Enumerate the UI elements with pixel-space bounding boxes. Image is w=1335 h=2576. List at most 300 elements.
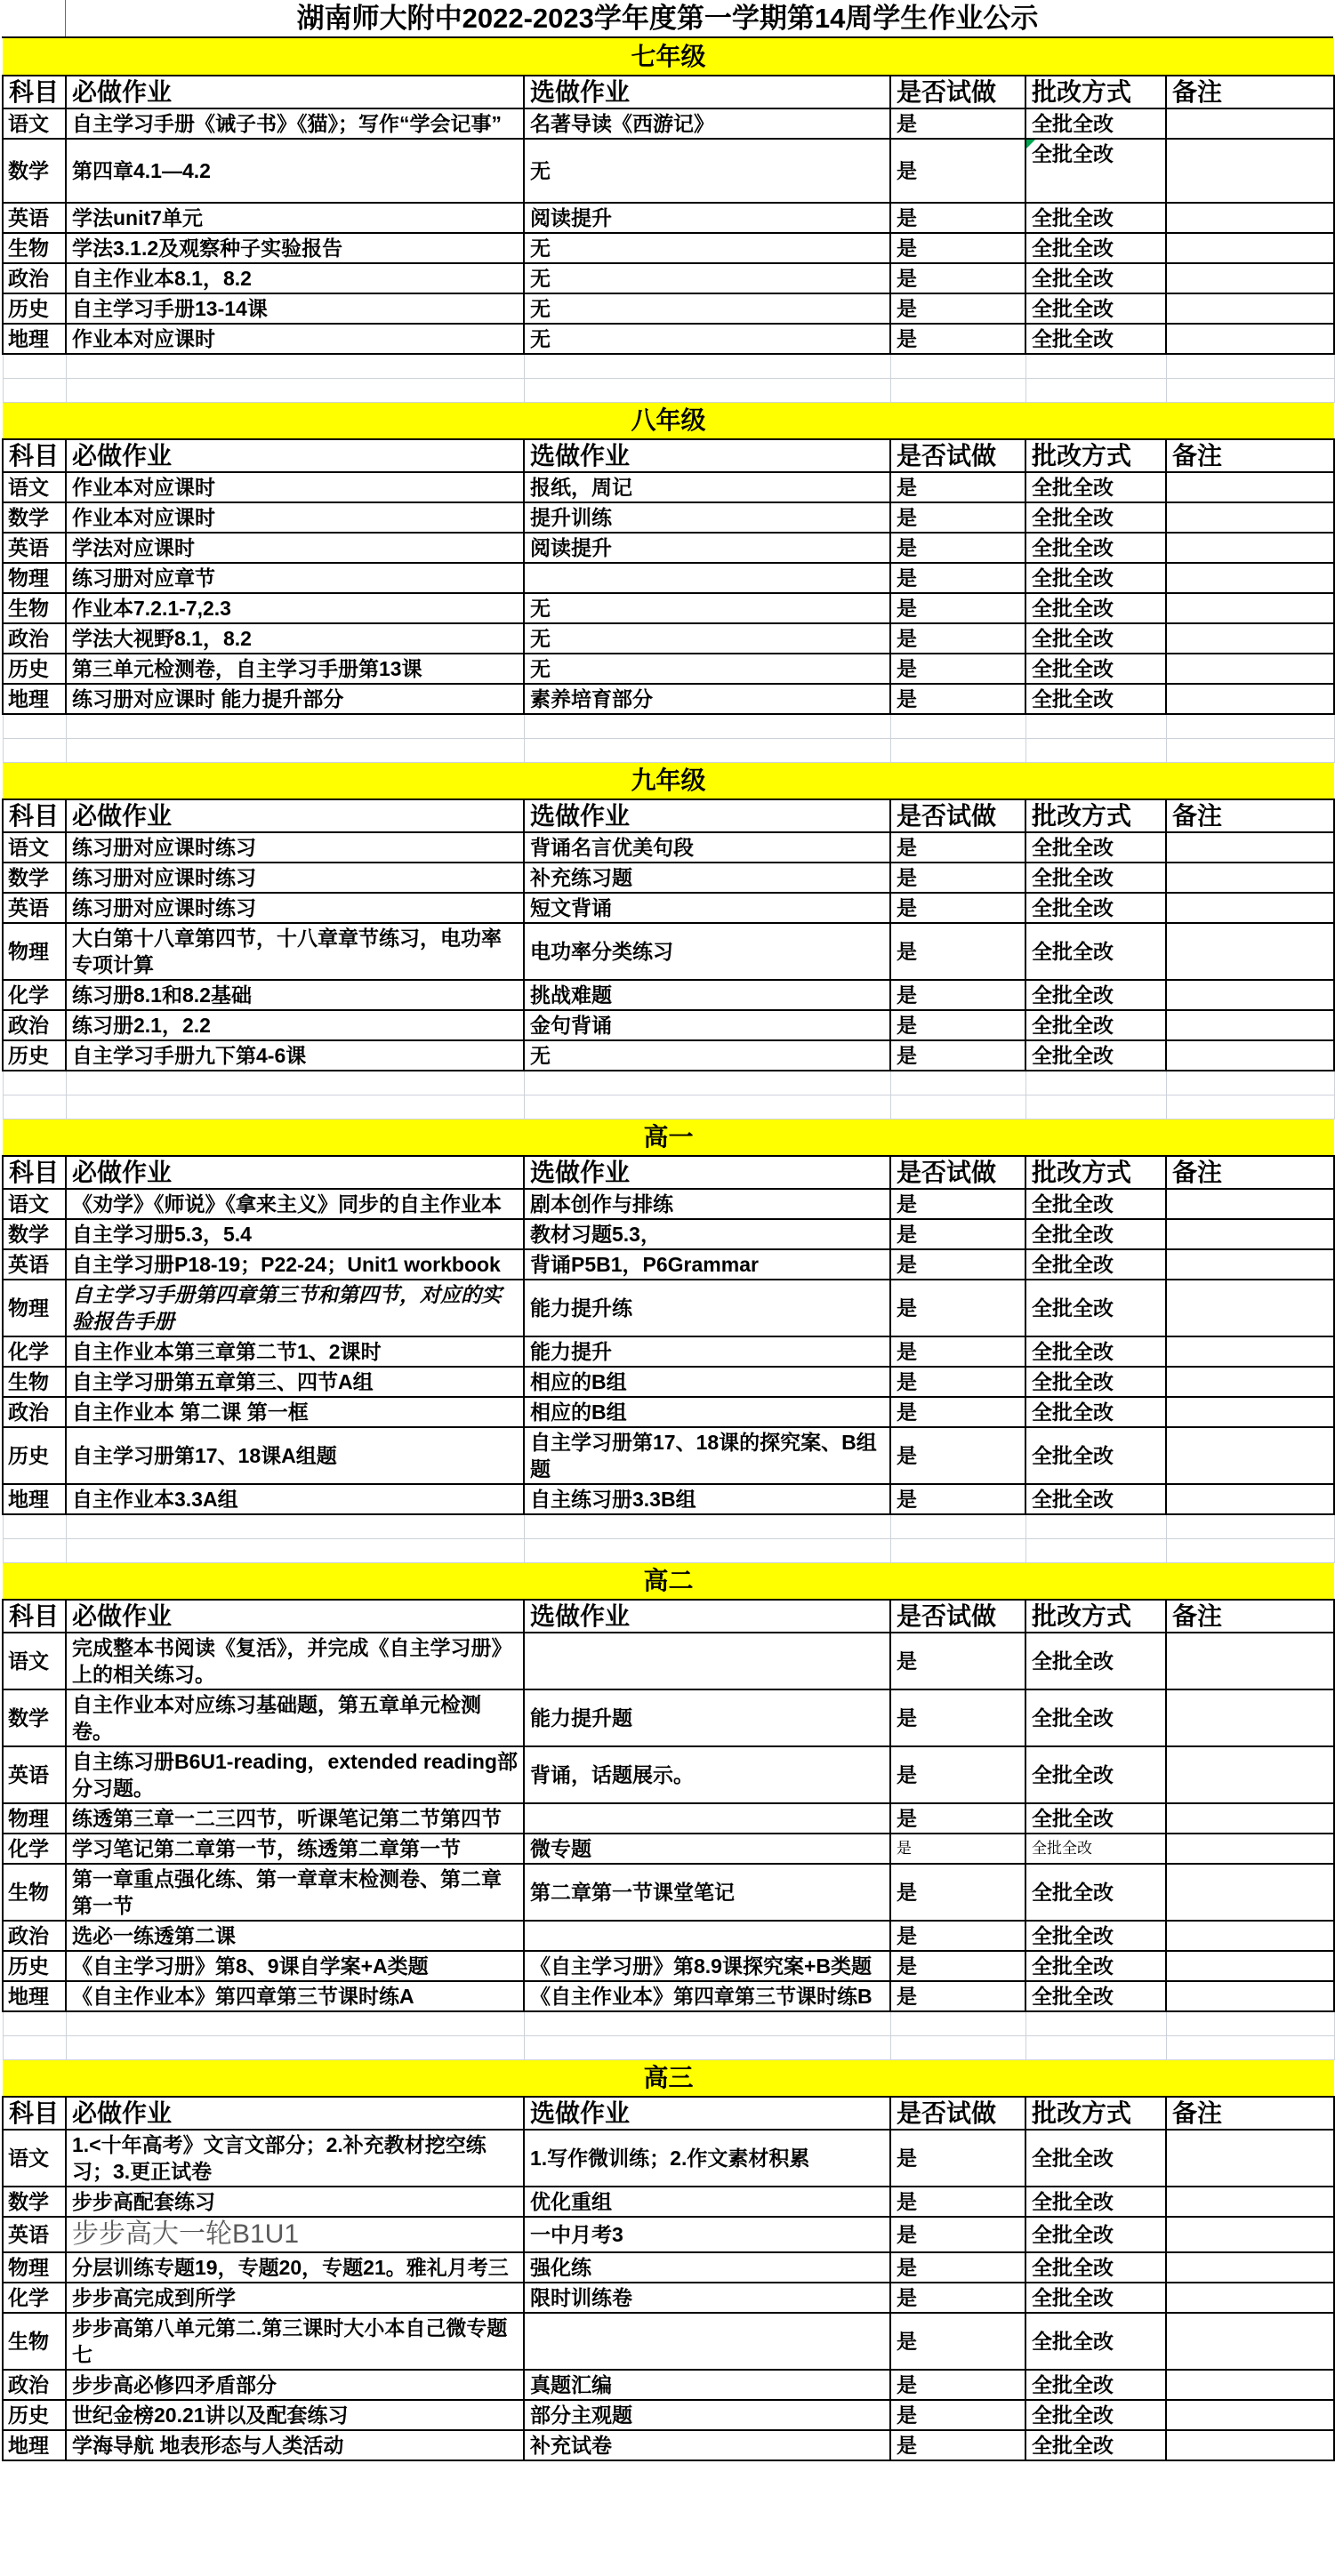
spacer-row xyxy=(3,1095,1334,1119)
header-row xyxy=(3,1156,1334,1189)
correction-cell: 全批全改 xyxy=(1025,1010,1166,1040)
required-homework-cell: 自主作业本3.3A组 xyxy=(66,1484,524,1514)
column-header: 是否试做 xyxy=(890,439,1025,472)
optional-homework-cell: 自主学习册第17、18课的探究案、B组题 xyxy=(524,1427,890,1484)
spacer-cell xyxy=(3,714,66,738)
column-header: 备注 xyxy=(1166,2097,1334,2130)
subject-cell: 政治 xyxy=(3,2370,66,2400)
required-homework-cell: 世纪金榜20.21讲以及配套练习 xyxy=(66,2400,524,2430)
table-row xyxy=(3,1921,1334,1951)
correction-cell: 全批全改 xyxy=(1025,684,1166,714)
optional-homework-cell: 无 xyxy=(524,233,890,263)
spacer-cell xyxy=(1025,2035,1166,2059)
optional-homework-cell: 挑战难题 xyxy=(524,980,890,1010)
optional-homework-cell: 无 xyxy=(524,654,890,684)
column-header: 批改方式 xyxy=(1025,2097,1166,2130)
subject-cell: 地理 xyxy=(3,2430,66,2460)
spacer-cell xyxy=(66,378,524,402)
subject-cell: 数学 xyxy=(3,502,66,533)
note-cell xyxy=(1166,1834,1334,1864)
required-homework-cell: 练习册对应课时练习 xyxy=(66,893,524,923)
column-header: 必做作业 xyxy=(66,1156,524,1189)
column-header: 科目 xyxy=(3,439,66,472)
table-row xyxy=(3,2187,1334,2217)
trial-cell: 是 xyxy=(890,1689,1025,1746)
trial-cell: 是 xyxy=(890,1336,1025,1367)
required-homework-cell: 第三单元检测卷，自主学习手册第13课 xyxy=(66,654,524,684)
column-header: 科目 xyxy=(3,1156,66,1189)
table-row xyxy=(3,1219,1334,1249)
required-homework-cell: 练习册对应章节 xyxy=(66,563,524,593)
required-homework-cell: 分层训练专题19，专题20，专题21。雅礼月考三 xyxy=(66,2252,524,2283)
optional-homework-cell: 背诵名言优美句段 xyxy=(524,832,890,863)
subject-cell: 历史 xyxy=(3,1040,66,1071)
table-row xyxy=(3,1189,1334,1219)
required-homework-cell: 第四章4.1—4.2 xyxy=(66,139,524,203)
comment-indicator xyxy=(1026,140,1035,148)
note-cell xyxy=(1166,1746,1334,1803)
subject-cell: 数学 xyxy=(3,1219,66,1249)
table-row xyxy=(3,293,1334,324)
required-homework-cell: 练习册8.1和8.2基础 xyxy=(66,980,524,1010)
trial-cell: 是 xyxy=(890,1951,1025,1981)
subject-cell: 数学 xyxy=(3,2187,66,2217)
correction-cell: 全批全改 xyxy=(1025,1746,1166,1803)
spacer-cell xyxy=(1025,1514,1166,1538)
optional-homework-cell xyxy=(524,2313,890,2370)
required-homework-cell: 自主学习手册《诫子书》《猫》；写作“学会记事” xyxy=(66,108,524,139)
subject-cell: 语文 xyxy=(3,832,66,863)
note-cell xyxy=(1166,1689,1334,1746)
table-row xyxy=(3,863,1334,893)
correction-cell: 全批全改 xyxy=(1025,472,1166,502)
spacer-cell xyxy=(1025,378,1166,402)
subject-cell: 数学 xyxy=(3,1689,66,1746)
optional-homework-cell: 相应的B组 xyxy=(524,1397,890,1427)
optional-homework-cell: 无 xyxy=(524,263,890,293)
optional-homework-cell: 限时训练卷 xyxy=(524,2283,890,2313)
required-homework-cell: 自主学习册P18-19；P22-24；Unit1 workbook xyxy=(66,1249,524,1280)
optional-homework-cell: 真题汇编 xyxy=(524,2370,890,2400)
correction-cell: 全批全改 xyxy=(1025,2313,1166,2370)
subject-cell: 英语 xyxy=(3,533,66,563)
note-cell xyxy=(1166,233,1334,263)
correction-cell: 全批全改 xyxy=(1025,2283,1166,2313)
note-cell xyxy=(1166,1864,1334,1921)
trial-cell: 是 xyxy=(890,1746,1025,1803)
trial-cell: 是 xyxy=(890,923,1025,980)
optional-homework-cell: 阅读提升 xyxy=(524,203,890,233)
table-row xyxy=(3,1010,1334,1040)
subject-cell: 地理 xyxy=(3,324,66,354)
subject-cell: 物理 xyxy=(3,2252,66,2283)
optional-homework-cell: 第二章第一节课堂笔记 xyxy=(524,1864,890,1921)
note-cell xyxy=(1166,1981,1334,2011)
table-row xyxy=(3,1280,1334,1336)
column-header: 是否试做 xyxy=(890,799,1025,832)
table-row xyxy=(3,832,1334,863)
required-homework-cell: 选必一练透第二课 xyxy=(66,1921,524,1951)
correction-cell: 全批全改 xyxy=(1025,1249,1166,1280)
optional-homework-cell: 无 xyxy=(524,593,890,623)
spacer-cell xyxy=(524,2035,890,2059)
optional-homework-cell: 自主练习册3.3B组 xyxy=(524,1484,890,1514)
spacer-row xyxy=(3,1514,1334,1538)
spacer-row xyxy=(3,738,1334,762)
subject-cell: 生物 xyxy=(3,593,66,623)
trial-cell: 是 xyxy=(890,593,1025,623)
required-homework-cell: 练习册对应课时 能力提升部分 xyxy=(66,684,524,714)
subject-cell: 英语 xyxy=(3,2217,66,2252)
trial-cell: 是 xyxy=(890,2430,1025,2460)
note-cell xyxy=(1166,1427,1334,1484)
optional-homework-cell: 电功率分类练习 xyxy=(524,923,890,980)
spacer-cell xyxy=(1166,354,1334,378)
table-row xyxy=(3,472,1334,502)
trial-cell: 是 xyxy=(890,1803,1025,1834)
header-row xyxy=(3,76,1334,108)
trial-cell: 是 xyxy=(890,233,1025,263)
optional-homework-cell: 一中月考3 xyxy=(524,2217,890,2252)
correction-cell: 全批全改 xyxy=(1025,233,1166,263)
note-cell xyxy=(1166,293,1334,324)
subject-cell: 物理 xyxy=(3,563,66,593)
required-homework-cell: 自主作业本8.1，8.2 xyxy=(66,263,524,293)
trial-cell: 是 xyxy=(890,2187,1025,2217)
spacer-cell xyxy=(1166,1095,1334,1119)
trial-cell: 是 xyxy=(890,533,1025,563)
spacer-cell xyxy=(1166,2035,1334,2059)
subject-cell: 历史 xyxy=(3,293,66,324)
subject-cell: 语文 xyxy=(3,472,66,502)
subject-cell: 政治 xyxy=(3,1010,66,1040)
trial-cell: 是 xyxy=(890,1280,1025,1336)
optional-homework-cell: 能力提升 xyxy=(524,1336,890,1367)
correction-cell: 全批全改 xyxy=(1025,2130,1166,2187)
subject-cell: 历史 xyxy=(3,654,66,684)
required-homework-cell: 作业本对应课时 xyxy=(66,324,524,354)
trial-cell: 是 xyxy=(890,502,1025,533)
required-homework-cell: 步步高配套练习 xyxy=(66,2187,524,2217)
column-header: 科目 xyxy=(3,2097,66,2130)
optional-homework-cell: 部分主观题 xyxy=(524,2400,890,2430)
optional-homework-cell: 无 xyxy=(524,623,890,654)
spacer-cell xyxy=(66,2035,524,2059)
spacer-cell xyxy=(3,2035,66,2059)
correction-cell: 全批全改 xyxy=(1025,1981,1166,2011)
note-cell xyxy=(1166,1367,1334,1397)
trial-cell: 是 xyxy=(890,1633,1025,1689)
required-homework-cell: 大白第十八章第四节，十八章章节练习，电功率专项计算 xyxy=(66,923,524,980)
column-header: 备注 xyxy=(1166,1600,1334,1633)
required-homework-cell: 自主作业本 第二课 第一框 xyxy=(66,1397,524,1427)
trial-cell: 是 xyxy=(890,1864,1025,1921)
note-cell xyxy=(1166,654,1334,684)
spacer-cell xyxy=(890,738,1025,762)
spacer-cell xyxy=(1025,1095,1166,1119)
correction-cell: 全批全改 xyxy=(1025,502,1166,533)
table-row xyxy=(3,2283,1334,2313)
column-header: 批改方式 xyxy=(1025,799,1166,832)
grade-band-row xyxy=(3,38,1334,76)
optional-homework-cell: 《自主学习册》第8.9课探究案+B类题 xyxy=(524,1951,890,1981)
required-homework-cell: 完成整本书阅读《复活》，并完成《自主学习册》上的相关练习。 xyxy=(66,1633,524,1689)
spacer-cell xyxy=(66,738,524,762)
required-homework-cell: 练习册对应课时练习 xyxy=(66,832,524,863)
note-cell xyxy=(1166,2217,1334,2252)
note-cell xyxy=(1166,533,1334,563)
column-header: 批改方式 xyxy=(1025,1600,1166,1633)
trial-cell: 是 xyxy=(890,1189,1025,1219)
grade-band-row xyxy=(3,402,1334,439)
spacer-cell xyxy=(524,2011,890,2035)
note-cell xyxy=(1166,502,1334,533)
spacer-cell xyxy=(1025,738,1166,762)
subject-cell: 地理 xyxy=(3,1981,66,2011)
required-homework-cell: 练习册对应课时练习 xyxy=(66,863,524,893)
table-row xyxy=(3,1397,1334,1427)
correction-cell: 全批全改 xyxy=(1025,980,1166,1010)
correction-cell: 全批全改 xyxy=(1025,1834,1166,1864)
trial-cell: 是 xyxy=(890,1367,1025,1397)
table-row xyxy=(3,1249,1334,1280)
note-cell xyxy=(1166,563,1334,593)
table-row xyxy=(3,593,1334,623)
note-cell xyxy=(1166,2130,1334,2187)
correction-cell: 全批全改 xyxy=(1025,1484,1166,1514)
subject-cell: 数学 xyxy=(3,863,66,893)
subject-cell: 语文 xyxy=(3,1633,66,1689)
required-homework-cell: 练习册2.1，2.2 xyxy=(66,1010,524,1040)
correction-cell: 全批全改 xyxy=(1025,654,1166,684)
table-row xyxy=(3,324,1334,354)
trial-cell: 是 xyxy=(890,1921,1025,1951)
correction-cell: 全批全改 xyxy=(1025,1921,1166,1951)
subject-cell: 物理 xyxy=(3,1280,66,1336)
grade-band-row xyxy=(3,1119,1334,1156)
required-homework-cell: 自主学习手册13-14课 xyxy=(66,293,524,324)
correction-cell: 全批全改 xyxy=(1025,1951,1166,1981)
spacer-row xyxy=(3,378,1334,402)
required-homework-cell: 学法对应课时 xyxy=(66,533,524,563)
spacer-cell xyxy=(1025,2011,1166,2035)
spacer-cell xyxy=(66,714,524,738)
trial-cell: 是 xyxy=(890,2400,1025,2430)
spacer-cell xyxy=(1166,378,1334,402)
subject-cell: 物理 xyxy=(3,923,66,980)
correction-cell: 全批全改 xyxy=(1025,893,1166,923)
correction-cell: 全批全改 xyxy=(1025,832,1166,863)
spacer-cell xyxy=(66,354,524,378)
subject-cell: 生物 xyxy=(3,1367,66,1397)
optional-homework-cell: 1.写作微训练；2.作文素材积累 xyxy=(524,2130,890,2187)
table-row xyxy=(3,2130,1334,2187)
subject-cell: 地理 xyxy=(3,1484,66,1514)
table-row xyxy=(3,2400,1334,2430)
note-cell xyxy=(1166,2370,1334,2400)
required-homework-cell: 步步高必修四矛盾部分 xyxy=(66,2370,524,2400)
column-header: 选做作业 xyxy=(524,1156,890,1189)
trial-cell: 是 xyxy=(890,1834,1025,1864)
correction-cell: 全批全改 xyxy=(1025,1219,1166,1249)
column-header: 科目 xyxy=(3,1600,66,1633)
required-homework-cell: 自主学习手册九下第4-6课 xyxy=(66,1040,524,1071)
trial-cell: 是 xyxy=(890,1981,1025,2011)
subject-cell: 政治 xyxy=(3,623,66,654)
correction-cell: 全批全改 xyxy=(1025,293,1166,324)
trial-cell: 是 xyxy=(890,654,1025,684)
optional-homework-cell: 相应的B组 xyxy=(524,1367,890,1397)
spacer-row xyxy=(3,2035,1334,2059)
table-row xyxy=(3,1981,1334,2011)
header-row xyxy=(3,439,1334,472)
subject-cell: 英语 xyxy=(3,893,66,923)
subject-cell: 英语 xyxy=(3,1746,66,1803)
correction-cell: 全批全改 xyxy=(1025,2187,1166,2217)
grade-band: 七年级 xyxy=(3,38,1334,76)
spacer-cell xyxy=(1025,354,1166,378)
subject-cell: 物理 xyxy=(3,1803,66,1834)
table-row xyxy=(3,1336,1334,1367)
optional-homework-cell xyxy=(524,563,890,593)
required-homework-cell: 自主学习册第17、18课A组题 xyxy=(66,1427,524,1484)
required-homework-cell: 自主学习册5.3，5.4 xyxy=(66,1219,524,1249)
subject-cell: 英语 xyxy=(3,1249,66,1280)
table-row xyxy=(3,1484,1334,1514)
table-row xyxy=(3,2370,1334,2400)
spacer-cell xyxy=(3,1071,66,1095)
spacer-cell xyxy=(890,1071,1025,1095)
table-row xyxy=(3,923,1334,980)
column-header: 备注 xyxy=(1166,439,1334,472)
optional-homework-cell: 无 xyxy=(524,139,890,203)
required-homework-cell: 学法大视野8.1，8.2 xyxy=(66,623,524,654)
optional-homework-cell: 教材习题5.3， xyxy=(524,1219,890,1249)
subject-cell: 政治 xyxy=(3,263,66,293)
table-row xyxy=(3,1834,1334,1864)
optional-homework-cell: 微专题 xyxy=(524,1834,890,1864)
note-cell xyxy=(1166,1803,1334,1834)
spacer-row xyxy=(3,1071,1334,1095)
required-homework-cell: 《劝学》《师说》《拿来主义》同步的自主作业本 xyxy=(66,1189,524,1219)
table-row xyxy=(3,893,1334,923)
table-row xyxy=(3,980,1334,1010)
subject-cell: 数学 xyxy=(3,139,66,203)
note-cell xyxy=(1166,1633,1334,1689)
spacer-cell xyxy=(3,738,66,762)
optional-homework-cell: 阅读提升 xyxy=(524,533,890,563)
optional-homework-cell: 能力提升题 xyxy=(524,1689,890,1746)
table-row xyxy=(3,233,1334,263)
spacer-cell xyxy=(890,354,1025,378)
trial-cell: 是 xyxy=(890,108,1025,139)
subject-cell: 化学 xyxy=(3,1336,66,1367)
optional-homework-cell: 能力提升练 xyxy=(524,1280,890,1336)
grade-band-row xyxy=(3,2059,1334,2097)
trial-cell: 是 xyxy=(890,1427,1025,1484)
required-homework-cell: 作业本对应课时 xyxy=(66,502,524,533)
subject-cell: 政治 xyxy=(3,1397,66,1427)
homework-table xyxy=(2,38,1335,2461)
note-cell xyxy=(1166,2313,1334,2370)
required-homework-cell: 第一章重点强化练、第一章章末检测卷、第二章第一节 xyxy=(66,1864,524,1921)
subject-cell: 历史 xyxy=(3,1427,66,1484)
correction-cell: 全批全改 xyxy=(1025,2400,1166,2430)
spacer-cell xyxy=(3,1095,66,1119)
correction-cell: 全批全改 xyxy=(1025,139,1166,203)
correction-cell: 全批全改 xyxy=(1025,563,1166,593)
trial-cell: 是 xyxy=(890,1397,1025,1427)
required-homework-cell: 《自主作业本》第四章第三节课时练A xyxy=(66,1981,524,2011)
trial-cell: 是 xyxy=(890,980,1025,1010)
spacer-cell xyxy=(524,1514,890,1538)
correction-cell: 全批全改 xyxy=(1025,324,1166,354)
column-header: 选做作业 xyxy=(524,76,890,108)
spacer-cell xyxy=(66,1538,524,1562)
optional-homework-cell: 短文背诵 xyxy=(524,893,890,923)
grade-band: 高一 xyxy=(3,1119,1334,1156)
required-homework-cell: 步步高第八单元第二.第三课时大小本自己微专题七 xyxy=(66,2313,524,2370)
spacer-row xyxy=(3,714,1334,738)
spacer-cell xyxy=(3,2011,66,2035)
header-row xyxy=(3,799,1334,832)
required-homework-cell: 作业本对应课时 xyxy=(66,472,524,502)
grade-band: 八年级 xyxy=(3,402,1334,439)
trial-cell: 是 xyxy=(890,684,1025,714)
trial-cell: 是 xyxy=(890,1010,1025,1040)
homework-table-body xyxy=(3,38,1334,2460)
spacer-cell xyxy=(1166,1071,1334,1095)
column-header: 批改方式 xyxy=(1025,439,1166,472)
spacer-cell xyxy=(524,738,890,762)
subject-cell: 化学 xyxy=(3,980,66,1010)
subject-cell: 英语 xyxy=(3,203,66,233)
optional-homework-cell: 优化重组 xyxy=(524,2187,890,2217)
required-homework-cell: 步步高大一轮B1U1 xyxy=(66,2217,524,2252)
note-cell xyxy=(1166,2283,1334,2313)
note-cell xyxy=(1166,923,1334,980)
subject-cell: 语文 xyxy=(3,108,66,139)
spacer-cell xyxy=(524,1095,890,1119)
table-row xyxy=(3,502,1334,533)
note-cell xyxy=(1166,472,1334,502)
note-cell xyxy=(1166,2252,1334,2283)
subject-cell: 政治 xyxy=(3,1921,66,1951)
column-header: 选做作业 xyxy=(524,2097,890,2130)
spacer-cell xyxy=(3,354,66,378)
trial-cell: 是 xyxy=(890,2283,1025,2313)
trial-cell: 是 xyxy=(890,2313,1025,2370)
required-homework-cell: 自主作业本对应练习基础题，第五章单元检测卷。 xyxy=(66,1689,524,1746)
grade-band: 九年级 xyxy=(3,762,1334,799)
table-row xyxy=(3,203,1334,233)
correction-cell: 全批全改 xyxy=(1025,533,1166,563)
grade-band-row xyxy=(3,1562,1334,1600)
grade-band: 高二 xyxy=(3,1562,1334,1600)
column-header: 必做作业 xyxy=(66,1600,524,1633)
required-homework-cell: 《自主学习册》第8、9课自学案+A类题 xyxy=(66,1951,524,1981)
spacer-cell xyxy=(1025,1071,1166,1095)
table-row xyxy=(3,623,1334,654)
correction-cell: 全批全改 xyxy=(1025,203,1166,233)
subject-cell: 语文 xyxy=(3,2130,66,2187)
optional-homework-cell: 无 xyxy=(524,1040,890,1071)
table-row xyxy=(3,139,1334,203)
header-row xyxy=(3,2097,1334,2130)
required-homework-cell: 学习笔记第二章第一节，练透第二章第一节 xyxy=(66,1834,524,1864)
correction-cell: 全批全改 xyxy=(1025,1427,1166,1484)
spacer-cell xyxy=(890,2011,1025,2035)
